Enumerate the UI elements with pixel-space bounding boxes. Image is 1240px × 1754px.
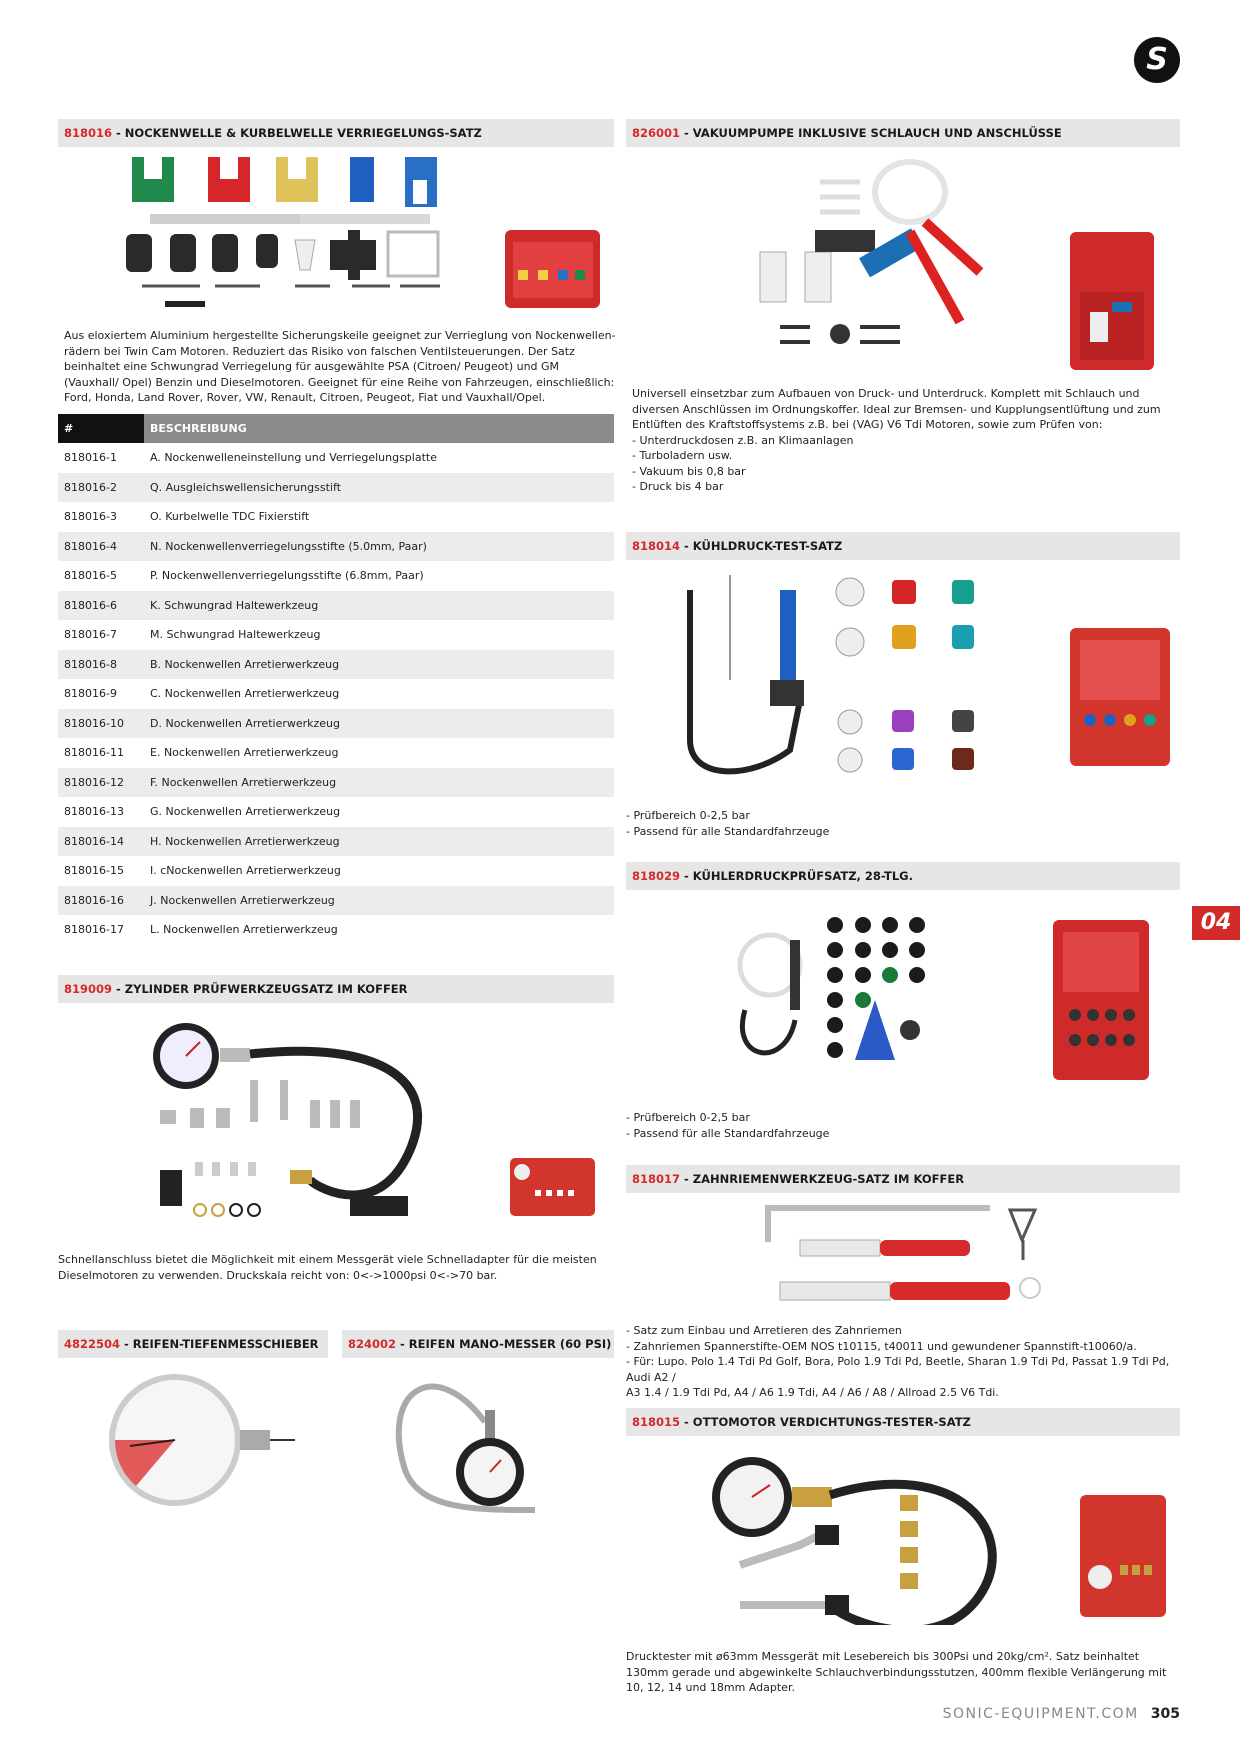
product-bullets-818014	[626, 808, 1180, 839]
table-row	[58, 768, 614, 798]
bullet-item: - Für: Lupo. Polo 1.4 Tdi Pd Golf, Bora, Polo 1.9 Tdi Pd, Beetle, Sharan 1.9 Tdi Pd, Passat 1.9 Tdi Pd, Audi A2 /	[626, 1355, 1170, 1384]
item-description: E. Nockenwellen Arretierwerkzeug	[150, 746, 339, 760]
table-row	[58, 473, 614, 503]
product-title: - KÜHLERDRUCKPRÜFSATZ, 28-TLG.	[680, 869, 913, 883]
product-header-818029	[626, 862, 1180, 890]
product-header-819009	[58, 975, 614, 1003]
bullet-item: - Vakuum bis 0,8 bar	[632, 464, 746, 478]
item-number: 818016-6	[58, 591, 144, 621]
product-code: 824002	[348, 1337, 397, 1351]
bullet-item: A3 1.4 / 1.9 Tdi Pd, A4 / A6 1.9 Tdi, A4 / A6 / A8 / Allroad 2.5 V6 Tdi.	[626, 1386, 999, 1399]
website-link[interactable]: SONIC-EQUIPMENT.COM	[942, 1706, 1139, 1722]
item-description: M. Schwungrad Haltewerkzeug	[150, 628, 321, 642]
item-number: 818016-8	[58, 650, 144, 680]
locking-plate-icon	[132, 157, 437, 207]
item-description: H. Nockenwellen Arretierwerkzeug	[144, 827, 614, 857]
product-description-826001	[632, 386, 1180, 495]
item-description: D. Nockenwellen Arretierwerkzeug	[144, 709, 614, 739]
product-header-818016	[58, 119, 614, 147]
product-header-818015	[626, 1408, 1180, 1436]
table-row	[58, 797, 614, 827]
product-header-824002	[342, 1330, 614, 1358]
product-title: - VAKUUMPUMPE INKLUSIVE SCHLAUCH UND ANSCHLÜSSE	[680, 126, 1062, 140]
product-description-819009: Schnellanschluss bietet die Möglichkeit mit einem Messgerät viele Schnelladapter für die meisten Dieselmotoren zu verwenden. Druckskala reicht von: 0<->1000psi 0<->70 bar.	[58, 1253, 597, 1282]
product-code: 826001	[632, 126, 681, 140]
product-title: - NOCKENWELLE & KURBELWELLE VERRIEGELUNGS-SATZ	[112, 126, 482, 140]
product-image-4822504	[100, 1372, 300, 1512]
item-description: I. cNockenwellen Arretierwerkzeug	[150, 864, 341, 878]
item-number: 818016-5	[64, 569, 117, 583]
table-row	[58, 886, 614, 916]
item-number: 818016-17	[64, 923, 124, 937]
table-row	[58, 827, 614, 857]
item-number: 818016-4	[58, 532, 144, 562]
product-description-818015: Drucktester mit ø63mm Messgerät mit Lesebereich bis 300Psi und 20kg/cm². Satz beinhaltet 130mm gerade und abgewinkelte Schlauchverbindungsstutzen, 400mm flexible Verlängerung mit 10, 12, 14 und 18mm Adapter.	[626, 1650, 1167, 1694]
item-description: A. Nockenwelleneinstellung und Verriegelungsplatte	[150, 451, 437, 465]
item-description: O. Kurbelwelle TDC Fixierstift	[150, 510, 310, 524]
product-header-4822504	[58, 1330, 328, 1358]
item-number: 818016-14	[58, 827, 144, 857]
product-image-819009	[150, 1020, 600, 1220]
product-image-826001	[750, 152, 1180, 372]
table-row	[58, 679, 614, 709]
item-description: G. Nockenwellen Arretierwerkzeug	[150, 805, 341, 819]
product-image-818016	[120, 152, 610, 312]
table-row	[58, 591, 614, 621]
product-header-818017	[626, 1165, 1180, 1193]
table-row	[58, 502, 614, 532]
item-number: 818016-11	[64, 746, 124, 760]
product-image-824002	[395, 1360, 565, 1520]
product-title: - OTTOMOTOR VERDICHTUNGS-TESTER-SATZ	[680, 1415, 971, 1429]
product-code: 818016	[64, 126, 113, 140]
product-code: 818015	[632, 1415, 681, 1429]
table-row	[58, 650, 614, 680]
page-footer	[943, 1706, 1180, 1722]
item-description: Q. Ausgleichswellensicherungsstift	[144, 473, 614, 503]
bullet-item: - Prüfbereich 0-2,5 bar	[626, 809, 750, 822]
bullet-item: - Unterdruckdosen z.B. an Klimaanlagen	[632, 433, 854, 447]
page-number: 305	[1150, 1706, 1180, 1722]
item-description: F. Nockenwellen Arretierwerkzeug	[144, 768, 614, 798]
product-code: 819009	[64, 982, 113, 996]
item-number: 818016-15	[64, 864, 124, 878]
bullet-item: - Prüfbereich 0-2,5 bar	[626, 1111, 750, 1124]
product-image-818015	[710, 1455, 1170, 1625]
product-image-818029	[735, 910, 1155, 1085]
table-row	[58, 620, 614, 650]
item-number: 818016-12	[58, 768, 144, 798]
table-row	[58, 856, 614, 886]
table-row	[58, 443, 614, 473]
table-row	[58, 561, 614, 591]
product-code: 818014	[632, 539, 681, 553]
product-title: - ZYLINDER PRÜFWERKZEUGSATZ IM KOFFER	[112, 982, 408, 996]
bullet-item: - Passend für alle Standardfahrzeuge	[626, 824, 830, 838]
bullet-item: - Zahnriemen Spannerstifte-OEM NOS t10115, t40011 und gewundener Spannstift-t10060/a.	[626, 1339, 1137, 1353]
item-number: 818016-1	[64, 451, 117, 465]
product-title: - KÜHLDRUCK-TEST-SATZ	[680, 539, 843, 553]
bullet-item: - Passend für alle Standardfahrzeuge	[626, 1126, 830, 1140]
item-number: 818016-10	[58, 709, 144, 739]
item-description: K. Schwungrad Haltewerkzeug	[144, 591, 614, 621]
item-description: J. Nockenwellen Arretierwerkzeug	[144, 886, 614, 916]
item-description: N. Nockenwellenverriegelungsstifte (5.0mm, Paar)	[144, 532, 614, 562]
item-number: 818016-9	[64, 687, 117, 701]
product-header-818014	[626, 532, 1180, 560]
item-number: 818016-7	[64, 628, 117, 642]
table-row	[58, 738, 614, 768]
description-text: Universell einsetzbar zum Aufbauen von Druck- und Unterdruck. Komplett mit Schlauch und diversen Anschlüssen im Ordnungskoffer. Ideal zur Bremsen- und Kupplungsentlüftung und zum Entlüften des Kraftstoffsystems z.B. bei (VAG) V6 Tdi Motoren, sowie zum Prüfen von:	[632, 387, 1161, 431]
brand-logo-icon: S	[1134, 37, 1180, 83]
product-description-818016: Aus eloxiertem Aluminium hergestellte Sicherungskeile geeignet zur Verrieglung von Nockenwellen-rädern bei Twin Cam Motoren. Reduziert das Risiko von falschen Ventilsteuerungen. Der Satz beinhaltet eine Schwungrad Verriegelung für ausgewählte PSA (Citroen/ Peugeot) und GM (Vauxhall/ Opel) Benzin und Dieselmotoren. Geeignet für eine Reihe von Fahrzeugen, einschließlich: Ford, Honda, Land Rover, Rover, VW, Renault, Citroen, Peugeot, Fiat und Vauxhall/Opel.	[64, 329, 616, 404]
product-header-826001	[626, 119, 1180, 147]
bullet-item: - Turboladern usw.	[632, 449, 733, 462]
item-description: C. Nockenwellen Arretierwerkzeug	[150, 687, 340, 701]
product-image-818017	[760, 1200, 1060, 1310]
chapter-tab[interactable]: 04	[1192, 906, 1240, 940]
product-code: 818029	[632, 869, 681, 883]
product-title: - ZAHNRIEMENWERKZEUG-SATZ IM KOFFER	[680, 1172, 965, 1186]
bullet-item: - Satz zum Einbau und Arretieren des Zahnriemen	[626, 1324, 902, 1337]
product-image-818014	[670, 570, 1180, 780]
item-number: 818016-2	[58, 473, 144, 503]
product-title: - REIFEN-TIEFENMESSCHIEBER	[120, 1337, 319, 1351]
product-code: 818017	[632, 1172, 681, 1186]
product-bullets-818017	[626, 1323, 1180, 1401]
table-row	[58, 915, 614, 945]
column-header: #	[58, 414, 144, 443]
product-code: 4822504	[64, 1337, 121, 1351]
bullet-item: - Druck bis 4 bar	[632, 480, 724, 493]
table-header-row	[58, 414, 614, 443]
table-row	[58, 532, 614, 562]
item-description: P. Nockenwellenverriegelungsstifte (6.8mm, Paar)	[150, 569, 424, 583]
column-header: BESCHREIBUNG	[144, 414, 614, 443]
item-number: 818016-16	[58, 886, 144, 916]
item-number: 818016-13	[64, 805, 124, 819]
table-row	[58, 709, 614, 739]
item-description: L. Nockenwellen Arretierwerkzeug	[150, 923, 338, 937]
item-description: B. Nockenwellen Arretierwerkzeug	[144, 650, 614, 680]
item-number: 818016-3	[64, 510, 117, 524]
parts-table-818016	[58, 414, 614, 945]
product-bullets-818029	[626, 1110, 1180, 1141]
product-title: - REIFEN MANO-MESSER (60 PSI)	[396, 1337, 612, 1351]
